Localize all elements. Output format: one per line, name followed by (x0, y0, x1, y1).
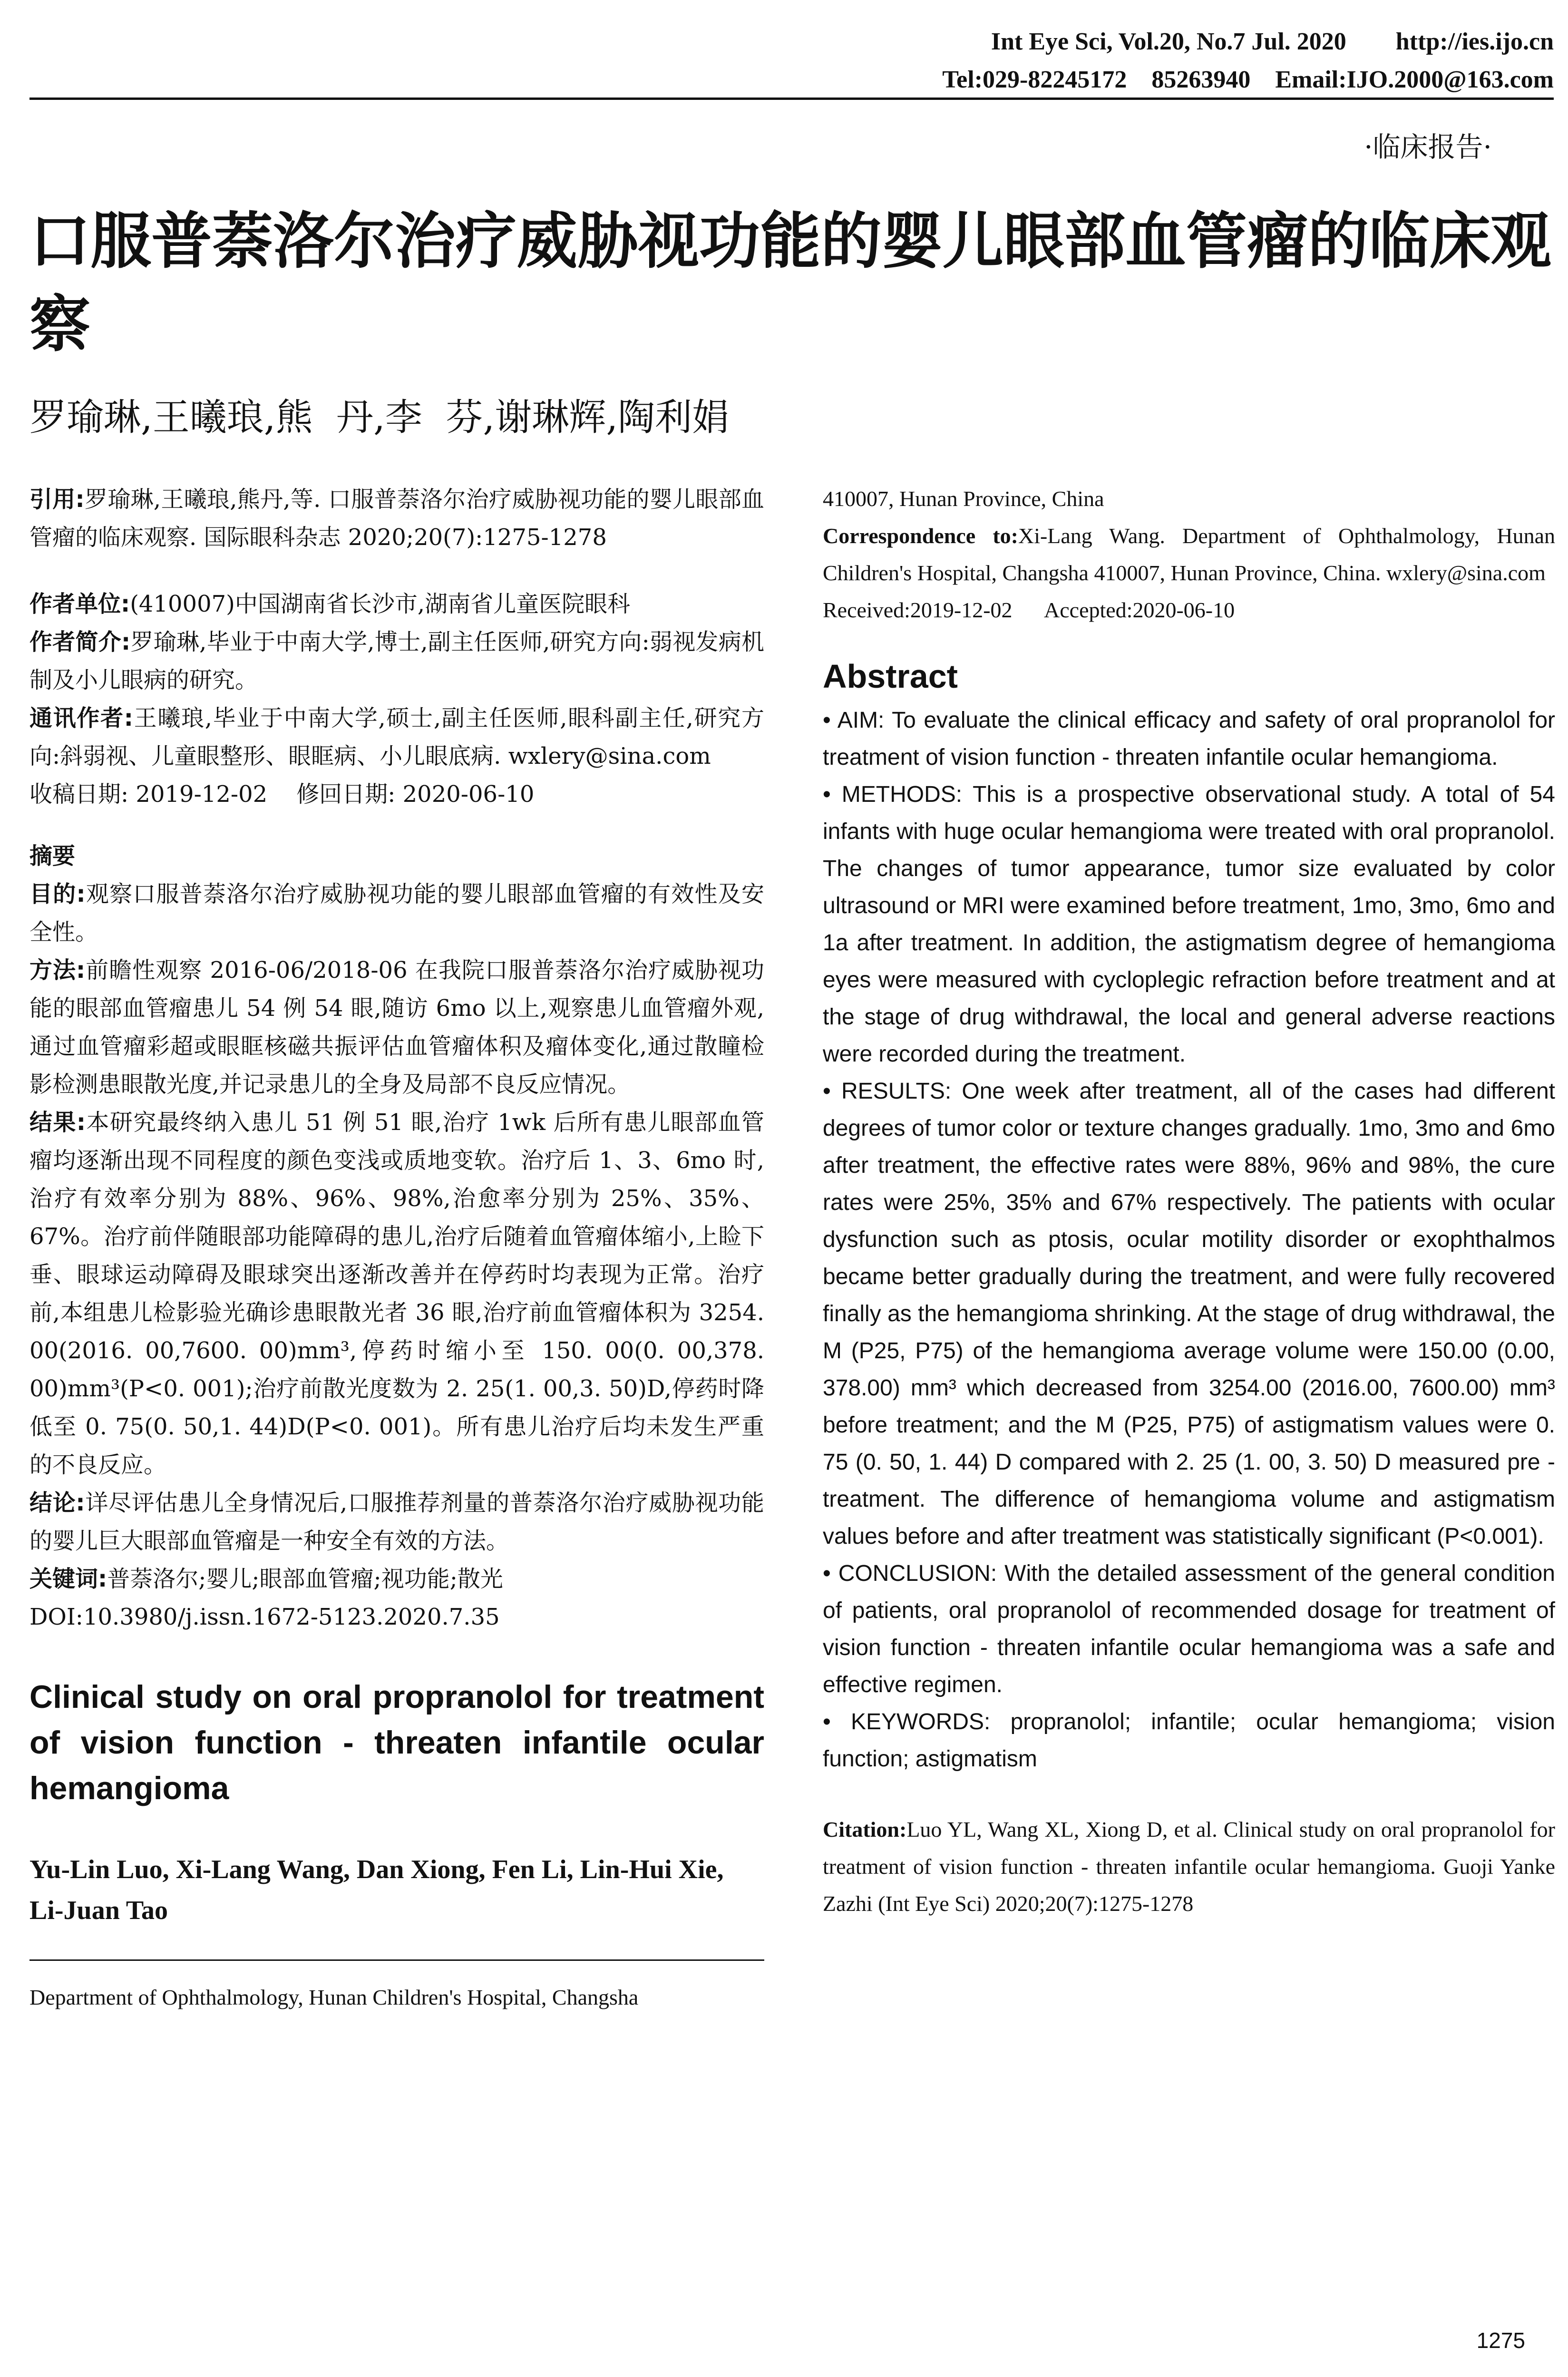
contact-header: Tel:029-82245172 85263940 Email:IJO.2000@163.com (942, 66, 1554, 93)
conclusion-en: • CONCLUSION: With the detailed assessment of the general condition of patients, oral propranolol of recommended dosage for treatment of vision function - threaten infantile ocular hemangioma was a safe and effective regimen. (823, 1561, 1555, 1697)
results-cn: 结果:本研究最终纳入患儿 51 例 51 眼,治疗 1wk 后所有患儿眼部血管瘤均逐渐出现不同程度的颜色变浅或质地变软。治疗后 1、3、6mo 时,治疗有效率分别为 88%、96%、98%,治愈率分别为 25%、35%、67%。治疗前伴随眼部功能障碍的患儿,治疗后随着血管瘤体缩小,上睑下垂、眼球运动障碍及眼球突出逐渐改善并在停药时均表现为正常。治疗前,本组患儿检影验光确诊患眼散光者 36 眼,治疗前血管瘤体积为 3254. 00(2016. 00,7600. 00)mm³,停药时缩小至 150. 00(0. 00,378. 00)mm³(P<0. 001);治疗前散光度数为 2. 25(1. 00,3. 50)D,停药时降低至 0. 75(0. 50,1. 44)D(P<0. 001)。所有患儿治疗后均未发生严重的不良反应。 (29, 1109, 764, 1478)
department-en-cont: 410007, Hunan Province, China (823, 487, 1104, 511)
authors-chinese: 罗瑜琳,王曦琅,熊 丹,李 芬,谢琳辉,陶利娟 (29, 396, 730, 439)
header-rule (29, 97, 1554, 100)
methods-en: • METHODS: This is a prospective observational study. A total of 54 infants with huge ocular hemangioma were treated with oral propranolol. The changes of tumor appearance, tumor size evaluated by color ultrasound or MRI were examined before treatment, 1mo, 3mo, 6mo and 1a after treatment. In addition, the astigmatism degree of hemangioma eyes were measured with cycloplegic refraction before treatment and at the stage of drug withdrawal, the local and general adverse reactions were recorded during the treatment. (823, 782, 1555, 1067)
keywords-cn: 关键词:普萘洛尔;婴儿;眼部血管瘤;视功能;散光 (29, 1566, 503, 1592)
dates-en: Received:2019-12-02 Accepted:2020-06-10 (823, 598, 1235, 622)
results-en: • RESULTS: One week after treatment, all of the cases had different degrees of tumor color or texture changes gradually. 1mo, 3mo and 6mo after treatment, the effective rates were 88%, 96% and 98%, the cure rates were 25%, 35% and 67% respectively. The patients with ocular dysfunction such as ptosis, ocular motility disorder or exophthalmos became better gradually during the treatment, and were fully recovered finally as the hemangioma shrinking. At the stage of drug withdrawal, the M (P25, P75) of the hemangioma average volume were 150.00 (0.00, 378.00) mm³ which decreased from 3254.00 (2016.00, 7600.00) mm³ before treatment; and the M (P25, P75) of astigmatism values were 0. 75 (0. 50, 1. 44) D compared with 2. 25 (1. 00, 3. 50) D measured pre - treatment. The difference of hemangioma volume and astigmatism values before and after treatment was statistically significant (P<0.001). (823, 1079, 1555, 1549)
section-label: ·临床报告· (1364, 131, 1492, 163)
correspondence-cn: 通讯作者:王曦琅,毕业于中南大学,硕士,副主任医师,眼科副主任,研究方向:斜弱视、儿童眼整形、眼眶病、小儿眼底病. wxlery@sina.com (29, 705, 764, 770)
citation-cn: 引用:罗瑜琳,王曦琅,熊丹,等. 口服普萘洛尔治疗威胁视功能的婴儿眼部血管瘤的临床观察. 国际眼科杂志 2020;20(7):1275-1278 (29, 486, 764, 551)
english-authors: Yu-Lin Luo, Xi-Lang Wang, Dan Xiong, Fen Li, Lin-Hui Xie, Li-Juan Tao (29, 1855, 724, 1925)
conclusion-cn: 结论:详尽评估患儿全身情况后,口服推荐剂量的普萘洛尔治疗威胁视功能的婴儿巨大眼部血管瘤是一种安全有效的方法。 (29, 1490, 764, 1554)
keywords-en: • KEYWORDS: propranolol; infantile; ocular hemangioma; vision function; astigmatism (823, 1709, 1555, 1772)
author-bio-cn: 作者简介:罗瑜琳,毕业于中南大学,博士,副主任医师,研究方向:弱视发病机制及小儿眼病的研究。 (29, 629, 764, 693)
dates-cn: 收稿日期: 2019-12-02 修回日期: 2020-06-10 (29, 781, 535, 808)
affiliation-cn: 作者单位:(410007)中国湖南省长沙市,湖南省儿童医院眼科 (29, 591, 631, 617)
aim-cn: 目的:观察口服普萘洛尔治疗威胁视功能的婴儿眼部血管瘤的有效性及安全性。 (29, 881, 764, 945)
right-column (823, 480, 1555, 1922)
abstract-heading-en: Abstract (823, 658, 958, 695)
journal-header: Int Eye Sci, Vol.20, No.7 Jul. 2020 http://ies.ijo.cn (991, 28, 1554, 55)
english-title: Clinical study on oral propranolol for treatment of vision function - threaten infantile ocular hemangioma (29, 1679, 764, 1806)
aim-en: • AIM: To evaluate the clinical efficacy and safety of oral propranolol for treatment of vision function - threaten infantile ocular hemangioma. (823, 708, 1555, 770)
doi: DOI:10.3980/j.issn.1672-5123.2020.7.35 (29, 1604, 500, 1630)
department-en: Department of Ophthalmology, Hunan Children's Hospital, Changsha (29, 1985, 639, 2009)
page-number: 1275 (1476, 2328, 1525, 2353)
methods-cn: 方法:前瞻性观察 2016-06/2018-06 在我院口服普萘洛尔治疗威胁视功能的眼部血管瘤患儿 54 例 54 眼,随访 6mo 以上,观察患儿血管瘤外观,通过血管瘤彩超或眼眶核磁共振评估血管瘤体积及瘤体变化,通过散瞳检影检测患眼散光度,并记录患儿的全身及局部不良反应情况。 (29, 957, 764, 1098)
article-title: 口服普萘洛尔治疗威胁视功能的婴儿眼部血管瘤的临床观察 (29, 206, 1552, 360)
footnote-rule (29, 1959, 764, 1961)
citation-en: Citation:Luo YL, Wang XL, Xiong D, et al. Clinical study on oral propranolol for treatment of vision function - threaten infantile ocular hemangioma. Guoji Yanke Zazhi (Int Eye Sci) 2020;20(7):1275-1278 (823, 1817, 1555, 1916)
abstract-heading-cn: 摘要 (29, 843, 76, 869)
correspondence-en: Correspondence to:Xi-Lang Wang. Department of Ophthalmology, Hunan Children's Hospital, Changsha 410007, Hunan Province, China. wxlery@sina.com (823, 524, 1555, 585)
left-column (29, 480, 764, 2015)
